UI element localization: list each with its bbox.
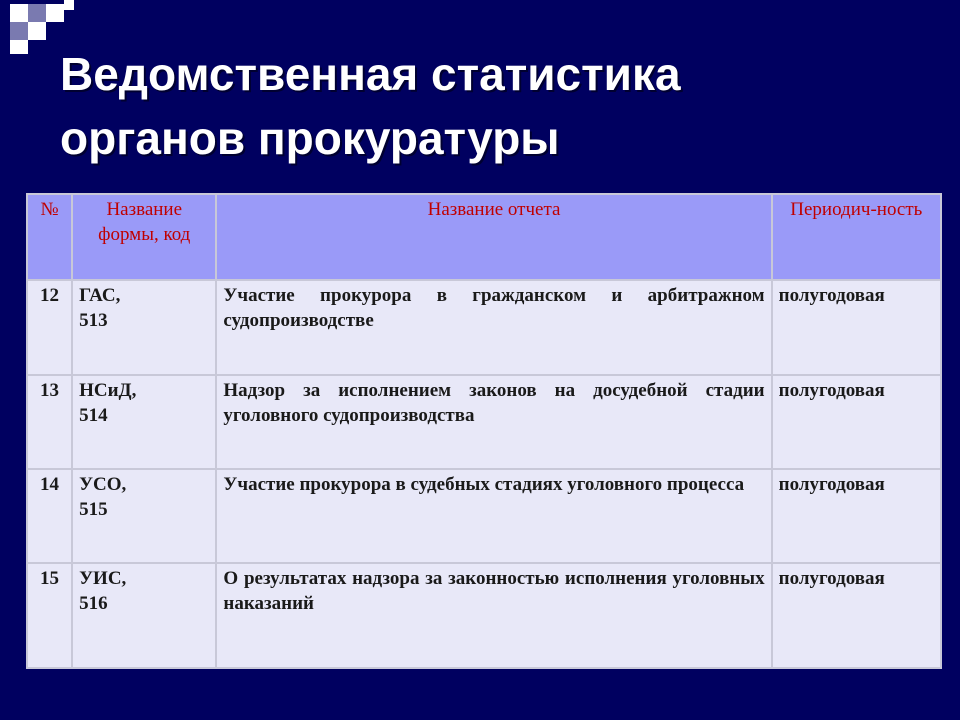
row-report-name: Надзор за исполнением законов на досудебной стадии уголовного судопроизводства [217,376,770,468]
row-report-name: О результатах надзора за законностью исполнения уголовных наказаний [217,564,770,667]
row-period: полугодовая [773,564,940,667]
row-period: полугодовая [773,281,940,373]
title-line-1: Ведомственная статистика [60,48,681,100]
header-period: Периодич-ность [773,195,940,279]
row-num: 13 [28,376,71,468]
form-code: 515 [79,498,108,520]
row-form-code [73,564,215,667]
table-row [28,281,940,373]
report-table [26,193,942,669]
form-name: НСиД, [79,379,137,401]
form-name: УСО, [79,473,127,495]
form-code: 516 [79,593,108,615]
table-row [28,564,940,667]
slide-title [60,42,920,170]
row-num: 12 [28,281,71,373]
row-num: 15 [28,564,71,667]
header-report: Название отчета [217,195,770,279]
row-num: 14 [28,470,71,562]
form-name: УИС, [79,568,127,590]
table-row [28,470,940,562]
header-form: Название формы, код [73,195,215,279]
row-form-code [73,376,215,468]
form-code: 513 [79,310,108,332]
table-header-row [28,195,940,279]
form-code: 514 [79,404,108,426]
table-row [28,376,940,468]
row-period: полугодовая [773,470,940,562]
form-name: ГАС, [79,285,121,307]
row-form-code [73,281,215,373]
title-line-2: органов прокуратуры [60,112,560,164]
row-form-code [73,470,215,562]
header-num: № [28,195,71,279]
row-report-name: Участие прокурора в судебных стадиях уголовного процесса [217,470,770,562]
row-report-name: Участие прокурора в гражданском и арбитражном судопроизводстве [217,281,770,373]
row-period: полугодовая [773,376,940,468]
